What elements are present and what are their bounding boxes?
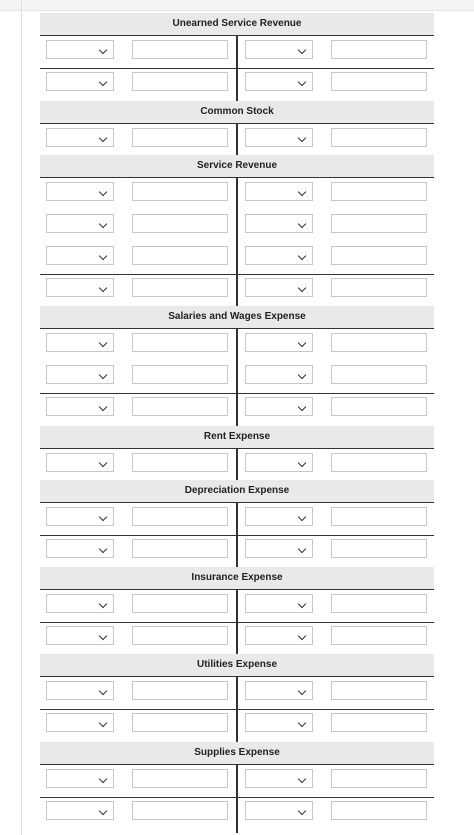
credit-account-select[interactable] (245, 278, 313, 297)
t-account-center-rule (236, 764, 238, 833)
debit-account-select[interactable] (46, 246, 114, 265)
chevron-down-icon (298, 807, 306, 815)
debit-amount-input[interactable] (132, 72, 228, 91)
debit-account-select[interactable] (46, 594, 114, 613)
t-account-section (40, 155, 434, 310)
debit-amount-input[interactable] (132, 333, 228, 352)
debit-account-select[interactable] (46, 182, 114, 201)
chevron-down-icon (298, 719, 306, 727)
account-title: Insurance Expense (40, 567, 434, 589)
total-rule (40, 68, 434, 69)
chevron-down-icon (298, 46, 306, 54)
credit-amount-input[interactable] (331, 214, 427, 233)
credit-amount-input[interactable] (331, 128, 427, 147)
chevron-down-icon (99, 600, 107, 608)
credit-amount-input[interactable] (331, 801, 427, 820)
credit-account-select[interactable] (245, 40, 313, 59)
debit-account-select[interactable] (46, 72, 114, 91)
total-rule (40, 797, 434, 798)
t-account-center-rule (236, 328, 238, 429)
credit-amount-input[interactable] (331, 769, 427, 788)
credit-account-select[interactable] (245, 713, 313, 732)
debit-account-select[interactable] (46, 365, 114, 384)
t-account-section (40, 101, 434, 160)
debit-amount-input[interactable] (132, 801, 228, 820)
debit-amount-input[interactable] (132, 594, 228, 613)
debit-account-select[interactable] (46, 397, 114, 416)
account-title: Unearned Service Revenue (40, 13, 434, 35)
debit-amount-input[interactable] (132, 214, 228, 233)
debit-amount-input[interactable] (132, 507, 228, 526)
chevron-down-icon (298, 284, 306, 292)
debit-account-select[interactable] (46, 278, 114, 297)
chevron-down-icon (298, 687, 306, 695)
credit-account-select[interactable] (245, 769, 313, 788)
debit-amount-input[interactable] (132, 713, 228, 732)
credit-amount-input[interactable] (331, 713, 427, 732)
credit-account-select[interactable] (245, 397, 313, 416)
chevron-down-icon (298, 600, 306, 608)
debit-amount-input[interactable] (132, 769, 228, 788)
credit-account-select[interactable] (245, 182, 313, 201)
chevron-down-icon (298, 459, 306, 467)
chevron-down-icon (99, 513, 107, 521)
credit-amount-input[interactable] (331, 681, 427, 700)
debit-account-select[interactable] (46, 681, 114, 700)
chevron-down-icon (298, 632, 306, 640)
credit-amount-input[interactable] (331, 539, 427, 558)
debit-amount-input[interactable] (132, 365, 228, 384)
credit-amount-input[interactable] (331, 365, 427, 384)
account-title: Rent Expense (40, 426, 434, 448)
account-title: Service Revenue (40, 155, 434, 177)
t-account-section (40, 567, 434, 658)
credit-account-select[interactable] (245, 365, 313, 384)
t-account-section (40, 742, 434, 833)
credit-amount-input[interactable] (331, 40, 427, 59)
credit-account-select[interactable] (245, 594, 313, 613)
chevron-down-icon (99, 188, 107, 196)
total-rule (40, 274, 434, 275)
debit-amount-input[interactable] (132, 128, 228, 147)
credit-account-select[interactable] (245, 128, 313, 147)
account-title: Supplies Expense (40, 742, 434, 764)
debit-account-select[interactable] (46, 539, 114, 558)
debit-amount-input[interactable] (132, 40, 228, 59)
chevron-down-icon (298, 371, 306, 379)
credit-amount-input[interactable] (331, 594, 427, 613)
credit-account-select[interactable] (245, 801, 313, 820)
chevron-down-icon (298, 134, 306, 142)
t-account-section (40, 13, 434, 104)
credit-account-select[interactable] (245, 681, 313, 700)
credit-amount-input[interactable] (331, 626, 427, 645)
t-account-center-rule (236, 676, 238, 745)
credit-account-select[interactable] (245, 72, 313, 91)
credit-amount-input[interactable] (331, 246, 427, 265)
total-rule (40, 709, 434, 710)
account-title: Salaries and Wages Expense (40, 306, 434, 328)
t-account-section (40, 654, 434, 745)
chevron-down-icon (99, 545, 107, 553)
debit-account-select[interactable] (46, 453, 114, 472)
total-rule (40, 393, 434, 394)
t-account-section (40, 426, 434, 485)
credit-account-select[interactable] (245, 626, 313, 645)
debit-amount-input[interactable] (132, 681, 228, 700)
debit-account-select[interactable] (46, 507, 114, 526)
chevron-down-icon (99, 459, 107, 467)
chevron-down-icon (298, 78, 306, 86)
account-title: Depreciation Expense (40, 480, 434, 502)
chevron-down-icon (99, 78, 107, 86)
chevron-down-icon (99, 252, 107, 260)
credit-amount-input[interactable] (331, 278, 427, 297)
t-account-center-rule (236, 589, 238, 658)
chevron-down-icon (99, 46, 107, 54)
chevron-down-icon (99, 403, 107, 411)
credit-account-select[interactable] (245, 246, 313, 265)
account-title: Common Stock (40, 101, 434, 123)
chevron-down-icon (99, 687, 107, 695)
t-account-section (40, 480, 434, 571)
debit-account-select[interactable] (46, 128, 114, 147)
chevron-down-icon (298, 513, 306, 521)
debit-amount-input[interactable] (132, 539, 228, 558)
debit-amount-input[interactable] (132, 246, 228, 265)
credit-amount-input[interactable] (331, 72, 427, 91)
chevron-down-icon (298, 220, 306, 228)
chevron-down-icon (99, 719, 107, 727)
chevron-down-icon (99, 371, 107, 379)
t-account-center-rule (236, 35, 238, 104)
chevron-down-icon (99, 284, 107, 292)
chevron-down-icon (298, 188, 306, 196)
total-rule (40, 622, 434, 623)
chevron-down-icon (99, 632, 107, 640)
debit-account-select[interactable] (46, 801, 114, 820)
chevron-down-icon (99, 339, 107, 347)
credit-amount-input[interactable] (331, 453, 427, 472)
debit-amount-input[interactable] (132, 626, 228, 645)
debit-amount-input[interactable] (132, 182, 228, 201)
chevron-down-icon (298, 775, 306, 783)
credit-account-select[interactable] (245, 539, 313, 558)
total-rule (40, 535, 434, 536)
debit-account-select[interactable] (46, 333, 114, 352)
debit-amount-input[interactable] (132, 278, 228, 297)
chevron-down-icon (298, 339, 306, 347)
chevron-down-icon (298, 403, 306, 411)
debit-amount-input[interactable] (132, 397, 228, 416)
debit-account-select[interactable] (46, 40, 114, 59)
chevron-down-icon (298, 252, 306, 260)
credit-account-select[interactable] (245, 333, 313, 352)
debit-account-select[interactable] (46, 769, 114, 788)
credit-amount-input[interactable] (331, 507, 427, 526)
debit-amount-input[interactable] (132, 453, 228, 472)
account-title: Utilities Expense (40, 654, 434, 676)
debit-account-select[interactable] (46, 713, 114, 732)
chevron-down-icon (99, 775, 107, 783)
credit-amount-input[interactable] (331, 333, 427, 352)
credit-account-select[interactable] (245, 507, 313, 526)
t-account-section (40, 306, 434, 429)
t-account-center-rule (236, 502, 238, 571)
credit-account-select[interactable] (245, 214, 313, 233)
debit-account-select[interactable] (46, 214, 114, 233)
chevron-down-icon (99, 134, 107, 142)
chevron-down-icon (298, 545, 306, 553)
credit-amount-input[interactable] (331, 397, 427, 416)
credit-account-select[interactable] (245, 453, 313, 472)
chevron-down-icon (99, 807, 107, 815)
t-account-center-rule (236, 177, 238, 310)
debit-account-select[interactable] (46, 626, 114, 645)
chevron-down-icon (99, 220, 107, 228)
credit-amount-input[interactable] (331, 182, 427, 201)
